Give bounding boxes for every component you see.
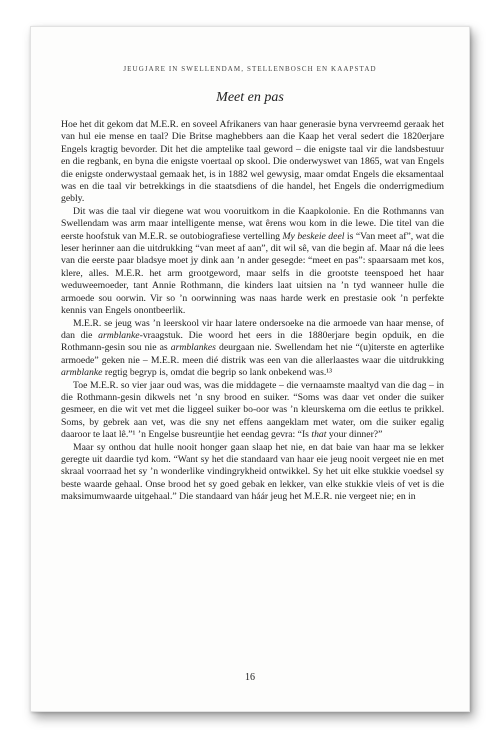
text-run: deurgaan nie. Swellendam het nie “(u)iterste en agterlike armoede” geken nie – M.E.R. meen dié distrik was een van die allerlaastes waar die uitdrukking	[61, 342, 444, 366]
paragraph	[61, 380, 444, 442]
text-run: Toe M.E.R. so vier jaar oud was, was die middagete – die vernaamste maaltyd van die dag – in die Rothmann-gesin dikwels net ’n sny brood en suiker. “Soms was daar vet onder die suiker gesmeer, en die wit vet met die liggeel suiker bo-oor was ’n kleurskema om die eetlus te prikkel. Soms, by gebrek aan vet, was die sny net effens aangeklam met water, om die suiker egalig daaroor te laat lê.”¹ ’n Engelse busreuntjie het eendag gevra: “Is	[61, 379, 444, 441]
italic-text: armblanke	[98, 329, 140, 341]
paragraph	[61, 318, 444, 380]
page-number: 16	[245, 672, 255, 683]
text-run: Hoe het dit gekom dat M.E.R. en soveel Afrikaners van haar generasie byna vervreemd geraak het van hul eie mense en taal? Die Britse maghebbers aan die Kaap het veral sedert die 1820erjare Engels kragtig bevorder. Dit het die amptelike taal geword – die enigste taal vir die landsbestuur en die regbank, en byna die enigste voertaal op skool. Die onderwyswet van 1865, wat van Engels die enigste onderwystaal gemaak het, is in 1882 wel gewysig, maar omdat Engels die eksamentaal was en die taal vir betrekkings in die staatsdiens of die handel, het Engels die onderrigmedium gebly.	[61, 119, 444, 205]
text-run: Dit was die taal vir diegene wat wou vooruitkom in die Kaapkolonie. En die Rothmanns van Swellendam was arm maar intelligente mense, wat êrens wou kom in die lewe. Die titel van die eerste hoofstuk van M.E.R. se outobiografiese vertelling	[61, 205, 444, 242]
text-run: Maar sy onthou dat hulle nooit honger gaan slaap het nie, en dat baie van haar ma se lekker geregte uit daardie tyd kom. “Want sy het die standaard van haar eie jeug nooit vergeet nie en met skraal voorraad het sy ’n wonderlike vindingrykheid ontwikkel. Sy het uit elke stukkie voedsel sy beste waarde gehaal. Onse brood het sy goed gebak en lekker, van elke stukkie vleis of vet is die maksimumwaarde uitgehaal.” Die standaard van háár jeug het M.E.R. nie vergeet nie; en in	[61, 441, 444, 503]
paragraph	[61, 206, 444, 318]
text-run: M.E.R. se jeug was ’n leerskool vir haar latere ondersoeke na die armoede van haar mense, of dan die	[61, 317, 444, 341]
italic-text: armblanke	[61, 367, 103, 379]
paragraph	[61, 119, 444, 206]
italic-text: that	[311, 429, 327, 441]
text-run: -vraagstuk. Die woord het eers in die 1880erjare begin opduik, en die Rothmann-gesin sou nie as	[61, 329, 444, 354]
body-text	[61, 119, 444, 504]
italic-text: My beskeie deel	[282, 230, 345, 242]
italic-text: armblankes	[170, 342, 216, 354]
text-run: your dinner?”	[326, 429, 383, 441]
book-page	[30, 26, 470, 712]
paragraph	[61, 442, 444, 504]
text-run: regtig begryp is, omdat die begrip so lank onbekend was.¹³	[102, 367, 333, 379]
text-run: is “Van meet af”, wat die leser herinner aan die uitdrukking “van meet af aan”, dit wil sê, van die begin af. Maar ná die lees van die eerste paar bladsye moet jy dink aan ’n ander gesegde: “meet en pas”: spaarsaam met kos, klere, alles. M.E.R. het arm grootgeword, maar selfs in die grootste teenspoed het haar weduweemoeder, tant Annie Rothmann, die kinders laat uitsien na ’n tyd wanneer hulle die armoede sou oorwin. Vir so ’n oorwinning was naas harde werk en prestasie ook ’n perfekte kennis van Engels onontbeerlik.	[61, 230, 444, 317]
section-title: Meet en pas	[216, 90, 284, 105]
running-head: JEUGJARE IN SWELLENDAM, STELLENBOSCH EN KAAPSTAD	[123, 65, 377, 73]
